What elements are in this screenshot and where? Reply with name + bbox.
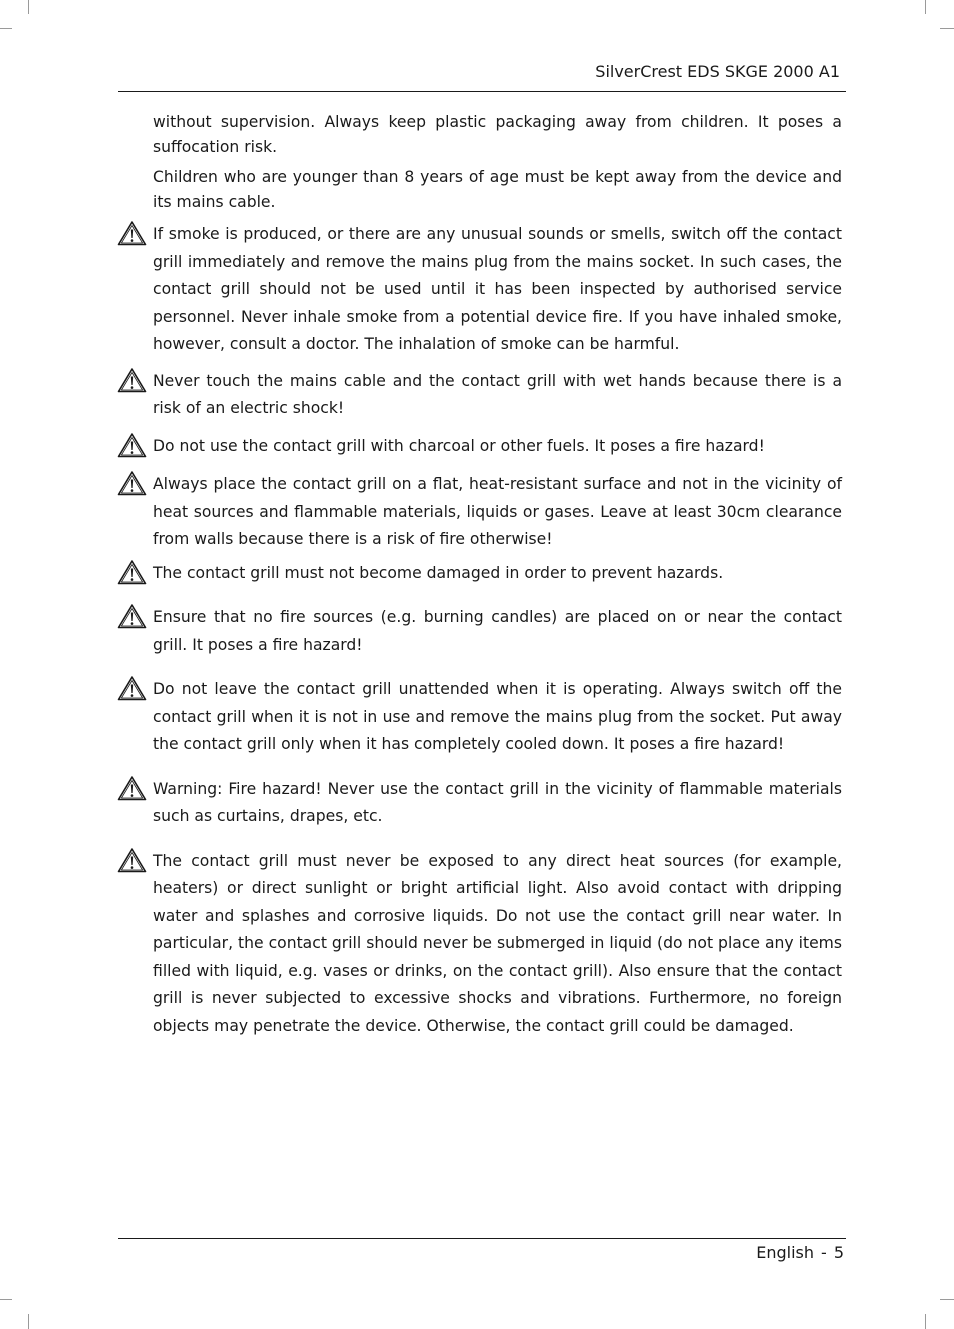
warning-text: Never touch the mains cable and the contact grill with wet hands because there is a risk of an electric shock! (153, 371, 842, 417)
page-body (153, 110, 842, 1040)
intro-paragraph: Children who are younger than 8 years of age must be kept away from the device and its mains cable. (153, 168, 842, 211)
crop-mark-bottom-left-horizontal (0, 1299, 12, 1300)
warning-text: Ensure that no fire sources (e.g. burning candles) are placed on or near the contact grill. It poses a fire hazard! (153, 608, 842, 654)
footer-language: English (756, 1243, 815, 1262)
crop-mark-top-right-horizontal (940, 28, 954, 29)
crop-mark-top-left-vertical (28, 0, 29, 14)
warning-text: Do not use the contact grill with charcoal or other fuels. It poses a fire hazard! (153, 436, 765, 455)
warning-paragraph (153, 604, 842, 659)
warning-paragraph (153, 221, 842, 359)
warning-paragraph (153, 471, 842, 554)
intro-paragraph: without supervision. Always keep plastic packaging away from children. It poses a suffocation risk. (153, 113, 842, 156)
warning-triangle-icon (117, 675, 147, 701)
warning-paragraph (153, 560, 842, 588)
warning-paragraph (153, 676, 842, 759)
crop-mark-bottom-left-vertical (28, 1314, 29, 1329)
warning-triangle-icon (117, 220, 147, 246)
crop-mark-top-left-horizontal (0, 28, 12, 29)
warning-text: Always place the contact grill on a flat, heat-resistant surface and not in the vicinity of heat sources and flammable materials, liquids or gases. Leave at least 30cm clearance from walls because there is a risk of fire otherwise! (153, 475, 842, 548)
header-title: SilverCrest EDS SKGE 2000 A1 (595, 62, 840, 81)
warning-triangle-icon (117, 367, 147, 393)
header-rule (118, 91, 846, 92)
crop-mark-top-right-vertical (925, 0, 926, 14)
warning-triangle-icon (117, 559, 147, 585)
warning-text: If smoke is produced, or there are any unusual sounds or smells, switch off the contact grill immediately and remove the mains plug from the mains socket. In such cases, the contact grill should not be used until it has been inspected by authorised service personnel. Never inhale smoke from a potential device fire. If you have inhaled smoke, however, consult a doctor. The inhalation of smoke can be harmful. (153, 225, 842, 353)
warning-paragraph (153, 368, 842, 423)
warning-triangle-icon (117, 847, 147, 873)
crop-mark-bottom-right-vertical (925, 1314, 926, 1329)
warning-text: Do not leave the contact grill unattended when it is operating. Always switch off the contact grill when it is not in use and remove the mains plug from the socket. Put away the contact grill only when it has completely cooled down. It poses a fire hazard! (153, 680, 842, 753)
warning-triangle-icon (117, 470, 147, 496)
warning-paragraph (153, 433, 842, 461)
page-number: 5 (833, 1243, 844, 1262)
warning-triangle-icon (117, 432, 147, 458)
footer-rule (118, 1238, 846, 1239)
warning-triangle-icon (117, 775, 147, 801)
warning-triangle-icon (117, 603, 147, 629)
warning-paragraph (153, 848, 842, 1041)
warning-text: The contact grill must not become damaged in order to prevent hazards. (153, 563, 724, 582)
crop-mark-bottom-right-horizontal (940, 1299, 954, 1300)
warning-text: The contact grill must never be exposed to any direct heat sources (for example, heaters) or direct sunlight or bright artificial light. Also avoid contact with dripping water and splashes and corrosive liquids. Do not use the contact grill near water. In particular, the contact grill should never be submerged in liquid (do not place any items filled with liquid, e.g. vases or drinks, on the contact grill). Also ensure that the contact grill is never subjected to excessive shocks and vibrations. Furthermore, no foreign objects may penetrate the device. Otherwise, the contact grill could be damaged. (153, 851, 842, 1035)
footer (756, 1243, 844, 1262)
warning-text: Warning: Fire hazard! Never use the contact grill in the vicinity of flammable materials such as curtains, drapes, etc. (153, 779, 842, 825)
footer-separator: - (821, 1243, 827, 1262)
warning-list (153, 221, 842, 1040)
warning-paragraph (153, 776, 842, 831)
